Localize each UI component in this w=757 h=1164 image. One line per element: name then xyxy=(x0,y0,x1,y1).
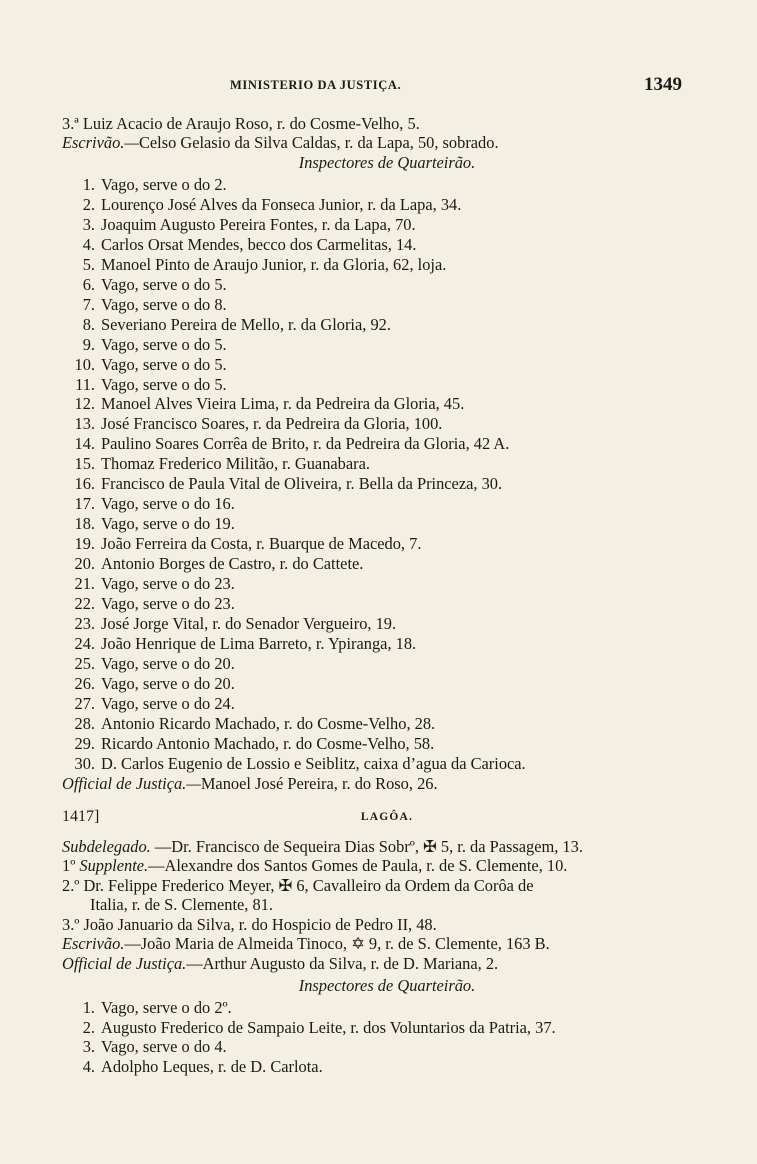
inspector-entry xyxy=(62,754,712,773)
inspector-entry xyxy=(62,434,712,453)
inspector-number: 11. xyxy=(75,374,95,394)
inspector-text: Vago, serve o do 20. xyxy=(101,673,235,693)
supplente1-label: Supplente. xyxy=(79,856,149,875)
inspector-number: 26. xyxy=(74,673,95,693)
inspector-number: 25. xyxy=(74,653,95,673)
inspector-entry xyxy=(62,694,712,713)
inspector-entry xyxy=(62,195,712,214)
inspector-entry xyxy=(62,454,712,473)
inspector-text: Lourenço José Alves da Fonseca Junior, r. da Lapa, 34. xyxy=(101,194,462,214)
supplente1-text: —Alexandre dos Santos Gomes de Paula, r. de S. Clemente, 10. xyxy=(148,856,568,875)
lagoa-inspector-text: Vago, serve o do 2º. xyxy=(101,998,232,1017)
lagoa-inspector-number: 2. xyxy=(82,1017,95,1037)
inspector-text: José Francisco Soares, r. da Pedreira da Gloria, 100. xyxy=(101,414,443,434)
inspector-text: Vago, serve o do 16. xyxy=(101,494,235,514)
inspector-text: Vago, serve o do 24. xyxy=(101,693,235,713)
escrivao-line xyxy=(62,133,712,152)
inspector-entry xyxy=(62,235,712,254)
lagoa-inspector-number: 4. xyxy=(82,1056,95,1076)
lagoa-inspector-text: Augusto Frederico de Sampaio Leite, r. dos Voluntarios da Patria, 37. xyxy=(101,1017,556,1037)
lagoa-official-line xyxy=(62,954,712,973)
inspector-number: 4. xyxy=(82,234,95,254)
inspector-text: Antonio Borges de Castro, r. do Cattete. xyxy=(101,554,364,574)
inspector-entry xyxy=(62,414,712,433)
supplente2-line: 2.º Dr. Felippe Frederico Meyer, ✠ 6, Cavalleiro da Ordem da Corôa de xyxy=(62,876,534,895)
inspector-number: 1. xyxy=(82,175,95,194)
inspector-text: D. Carlos Eugenio de Lossio e Seiblitz, caixa d’agua da Carioca. xyxy=(101,753,526,773)
inspector-text: Joaquim Augusto Pereira Fontes, r. da Lapa, 70. xyxy=(101,214,416,234)
inspector-number: 18. xyxy=(74,514,95,534)
inspector-number: 21. xyxy=(74,574,95,593)
section-code: 1417] xyxy=(62,808,100,825)
inspector-text: Severiano Pereira de Mello, r. da Gloria, 92. xyxy=(101,314,391,334)
supplente1-line xyxy=(62,856,712,875)
inspector-number: 28. xyxy=(74,713,95,733)
lagoa-inspector-entry xyxy=(62,1018,712,1037)
lagoa-official-label: Official de Justiça. xyxy=(62,954,187,973)
inspector-entry xyxy=(62,335,712,354)
inspector-text: Paulino Soares Corrêa de Brito, r. da Pedreira da Gloria, 42 A. xyxy=(101,434,510,454)
inspector-number: 22. xyxy=(74,593,95,613)
inspector-number: 10. xyxy=(74,354,95,374)
inspector-text: Vago, serve o do 5. xyxy=(101,334,227,354)
inspector-text: João Henrique de Lima Barreto, r. Ypiranga, 18. xyxy=(101,633,417,653)
inspector-entry xyxy=(62,474,712,493)
running-title: MINISTERIO DA JUSTIÇA. xyxy=(230,78,402,92)
inspector-number: 2. xyxy=(82,194,95,214)
lagoa-escrivao-text: —João Maria de Almeida Tinoco, ✡ 9, r. de S. Clemente, 163 B. xyxy=(124,934,550,953)
inspector-number: 7. xyxy=(82,294,95,314)
inspector-entry xyxy=(62,634,712,653)
inspector-entry xyxy=(62,554,712,573)
inspector-text: João Ferreira da Costa, r. Buarque de Macedo, 7. xyxy=(101,534,422,554)
inspector-entry xyxy=(62,255,712,274)
page-number: 1349 xyxy=(644,74,682,95)
inspector-text: Manoel Alves Vieira Lima, r. da Pedreira da Gloria, 45. xyxy=(101,394,465,414)
subdelegado-label: Subdelegado. xyxy=(62,837,151,856)
supplente3-line: 3.º João Januario da Silva, r. do Hospicio de Pedro II, 48. xyxy=(62,915,437,934)
lagoa-inspector-text: Adolpho Leques, r. de D. Carlota. xyxy=(101,1056,323,1076)
inspector-entry xyxy=(62,574,712,593)
inspector-entry xyxy=(62,394,712,413)
section-name: LAGÔA. xyxy=(360,811,414,823)
inspector-number: 8. xyxy=(82,314,95,334)
official-text: Manoel José Pereira, r. do Roso, 26. xyxy=(200,774,438,793)
inspector-text: Vago, serve o do 8. xyxy=(101,294,227,314)
inspector-number: 17. xyxy=(74,494,95,514)
subdelegado-line xyxy=(62,837,712,856)
inspector-number: 16. xyxy=(74,474,95,494)
inspector-entry xyxy=(62,215,712,234)
inspector-number: 27. xyxy=(74,693,95,713)
inspector-entry xyxy=(62,315,712,334)
lagoa-official-text: —Arthur Augusto da Silva, r. de D. Mariana, 2. xyxy=(186,954,499,973)
inspector-text: José Jorge Vital, r. do Senador Vergueiro, 19. xyxy=(101,613,397,633)
inspector-number: 13. xyxy=(74,414,95,434)
inspector-number: 14. xyxy=(74,434,95,454)
inspector-entry xyxy=(62,275,712,294)
inspector-text: Francisco de Paula Vital de Oliveira, r. Bella da Princeza, 30. xyxy=(101,474,503,494)
inspector-number: 20. xyxy=(74,554,95,574)
inspector-text: Vago, serve o do 5. xyxy=(101,354,227,374)
inspector-number: 12. xyxy=(74,394,95,414)
inspector-entry xyxy=(62,534,712,553)
inspector-text: Vago, serve o do 19. xyxy=(101,514,235,534)
lagoa-escrivao-line xyxy=(62,934,712,953)
inspector-number: 3. xyxy=(82,214,95,234)
inspector-entry xyxy=(62,714,712,733)
inspector-number: 30. xyxy=(74,753,95,773)
subdelegado-text: —Dr. Francisco de Sequeira Dias Sobrº, ✠ 5, r. da Passagem, 13. xyxy=(150,837,583,856)
lagoa-escrivao-label: Escrivão. xyxy=(62,934,125,953)
lagoa-inspector-entry xyxy=(62,1057,712,1076)
inspector-entry xyxy=(62,734,712,753)
inspector-entry xyxy=(62,175,712,194)
inspector-text: Vago, serve o do 2. xyxy=(101,175,227,194)
inspector-entry xyxy=(62,295,712,314)
inspector-text: Vago, serve o do 23. xyxy=(101,574,235,593)
inspector-text: Manoel Pinto de Araujo Junior, r. da Gloria, 62, loja. xyxy=(101,254,447,274)
inspector-number: 6. xyxy=(82,274,95,294)
lagoa-inspector-text: Vago, serve o do 4. xyxy=(101,1037,227,1056)
inspector-entry xyxy=(62,594,712,613)
inspector-number: 23. xyxy=(74,613,95,633)
escrivao-text: Celso Gelasio da Silva Caldas, r. da Lapa, 50, sobrado. xyxy=(138,133,499,152)
inspector-number: 19. xyxy=(74,534,95,554)
inspector-entry xyxy=(62,674,712,693)
inspector-number: 15. xyxy=(74,454,95,474)
escrivao-label: Escrivão.— xyxy=(62,133,139,152)
inspector-text: Antonio Ricardo Machado, r. do Cosme-Velho, 28. xyxy=(101,713,436,733)
inspector-number: 5. xyxy=(82,254,95,274)
inspectors-heading: Inspectores de Quarteirão. xyxy=(298,153,476,172)
inspector-text: Ricardo Antonio Machado, r. do Cosme-Velho, 58. xyxy=(101,733,435,753)
inspector-text: Vago, serve o do 20. xyxy=(101,653,235,673)
inspector-entry xyxy=(62,514,712,533)
inspector-entry xyxy=(62,375,712,394)
lagoa-inspector-entry xyxy=(62,1037,712,1056)
page-header xyxy=(0,74,757,100)
supplente2-continuation: Italia, r. de S. Clemente, 81. xyxy=(90,895,273,914)
inspector-text: Vago, serve o do 5. xyxy=(101,274,227,294)
inspector-text: Carlos Orsat Mendes, becco dos Carmelitas, 14. xyxy=(101,234,417,254)
official-line xyxy=(62,774,712,793)
inspector-text: Vago, serve o do 23. xyxy=(101,593,235,613)
lagoa-inspector-number: 3. xyxy=(82,1037,95,1056)
section-heading xyxy=(62,808,712,828)
supplente1-prefix: 1º xyxy=(62,856,80,875)
lagoa-inspector-number: 1. xyxy=(82,998,95,1017)
lagoa-inspectors-heading: Inspectores de Quarteirão. xyxy=(298,976,476,995)
inspector-text: Thomaz Frederico Militão, r. Guanabara. xyxy=(101,454,370,474)
inspector-entry xyxy=(62,355,712,374)
official-label: Official de Justiça.— xyxy=(62,774,201,793)
inspector-number: 29. xyxy=(74,733,95,753)
delegate-line: 3.ª Luiz Acacio de Araujo Roso, r. do Cosme-Velho, 5. xyxy=(62,114,420,133)
inspector-entry xyxy=(62,614,712,633)
inspector-entry xyxy=(62,494,712,513)
inspector-text: Vago, serve o do 5. xyxy=(101,374,227,394)
inspector-entry xyxy=(62,654,712,673)
inspector-number: 24. xyxy=(74,633,95,653)
inspector-number: 9. xyxy=(82,334,95,354)
lagoa-inspector-entry xyxy=(62,998,712,1017)
